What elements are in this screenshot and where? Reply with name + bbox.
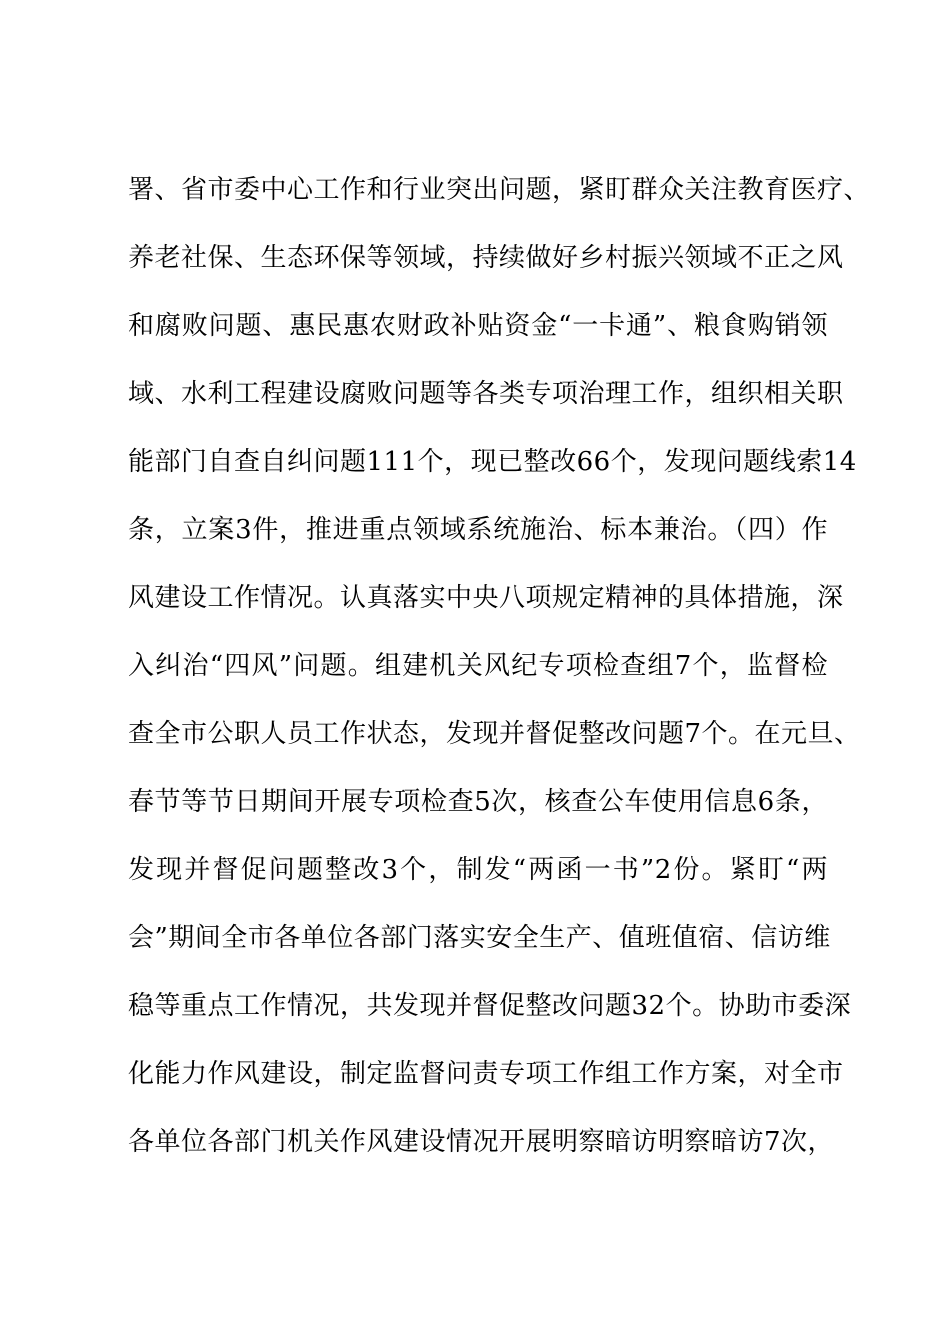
text-line: 和腐败问题、惠民惠农财政补贴资金“一卡通”、粮食购销领	[128, 311, 828, 341]
text-line: 查全市公职人员工作状态，发现并督促整改问题7个。在元旦、	[128, 719, 861, 749]
text-line: 入纠治“四风”问题。组建机关风纪专项检查组7个，监督检	[128, 651, 828, 681]
text-line: 化能力作风建设，制定监督问责专项工作组工作方案，对全市	[128, 1059, 844, 1089]
text-line: 条，立案3件，推进重点领域系统施治、标本兼治。（四）作	[128, 515, 828, 545]
text-line: 会”期间全市各单位各部门落实安全生产、值班值宿、信访维	[128, 923, 831, 953]
text-line: 养老社保、生态环保等领域，持续做好乡村振兴领域不正之风	[128, 243, 844, 273]
text-line: 发现并督促问题整改3个，制发“两函一书”2份。紧盯“两	[128, 855, 828, 885]
text-line: 风建设工作情况。认真落实中央八项规定精神的具体措施，深	[128, 583, 844, 613]
text-line: 稳等重点工作情况，共发现并督促整改问题32个。协助市委深	[128, 991, 852, 1021]
body-text	[128, 156, 871, 1176]
text-line: 各单位各部门机关作风建设情况开展明察暗访明察暗访7次，	[128, 1127, 835, 1157]
text-line: 域、水利工程建设腐败问题等各类专项治理工作，组织相关职	[128, 379, 844, 409]
text-line: 署、省市委中心工作和行业突出问题，紧盯群众关注教育医疗、	[128, 175, 871, 205]
text-line: 能部门自查自纠问题111个，现已整改66个，发现问题线索14	[128, 447, 857, 477]
text-line: 春节等节日期间开展专项检查5次，核查公车使用信息6条，	[128, 787, 828, 817]
